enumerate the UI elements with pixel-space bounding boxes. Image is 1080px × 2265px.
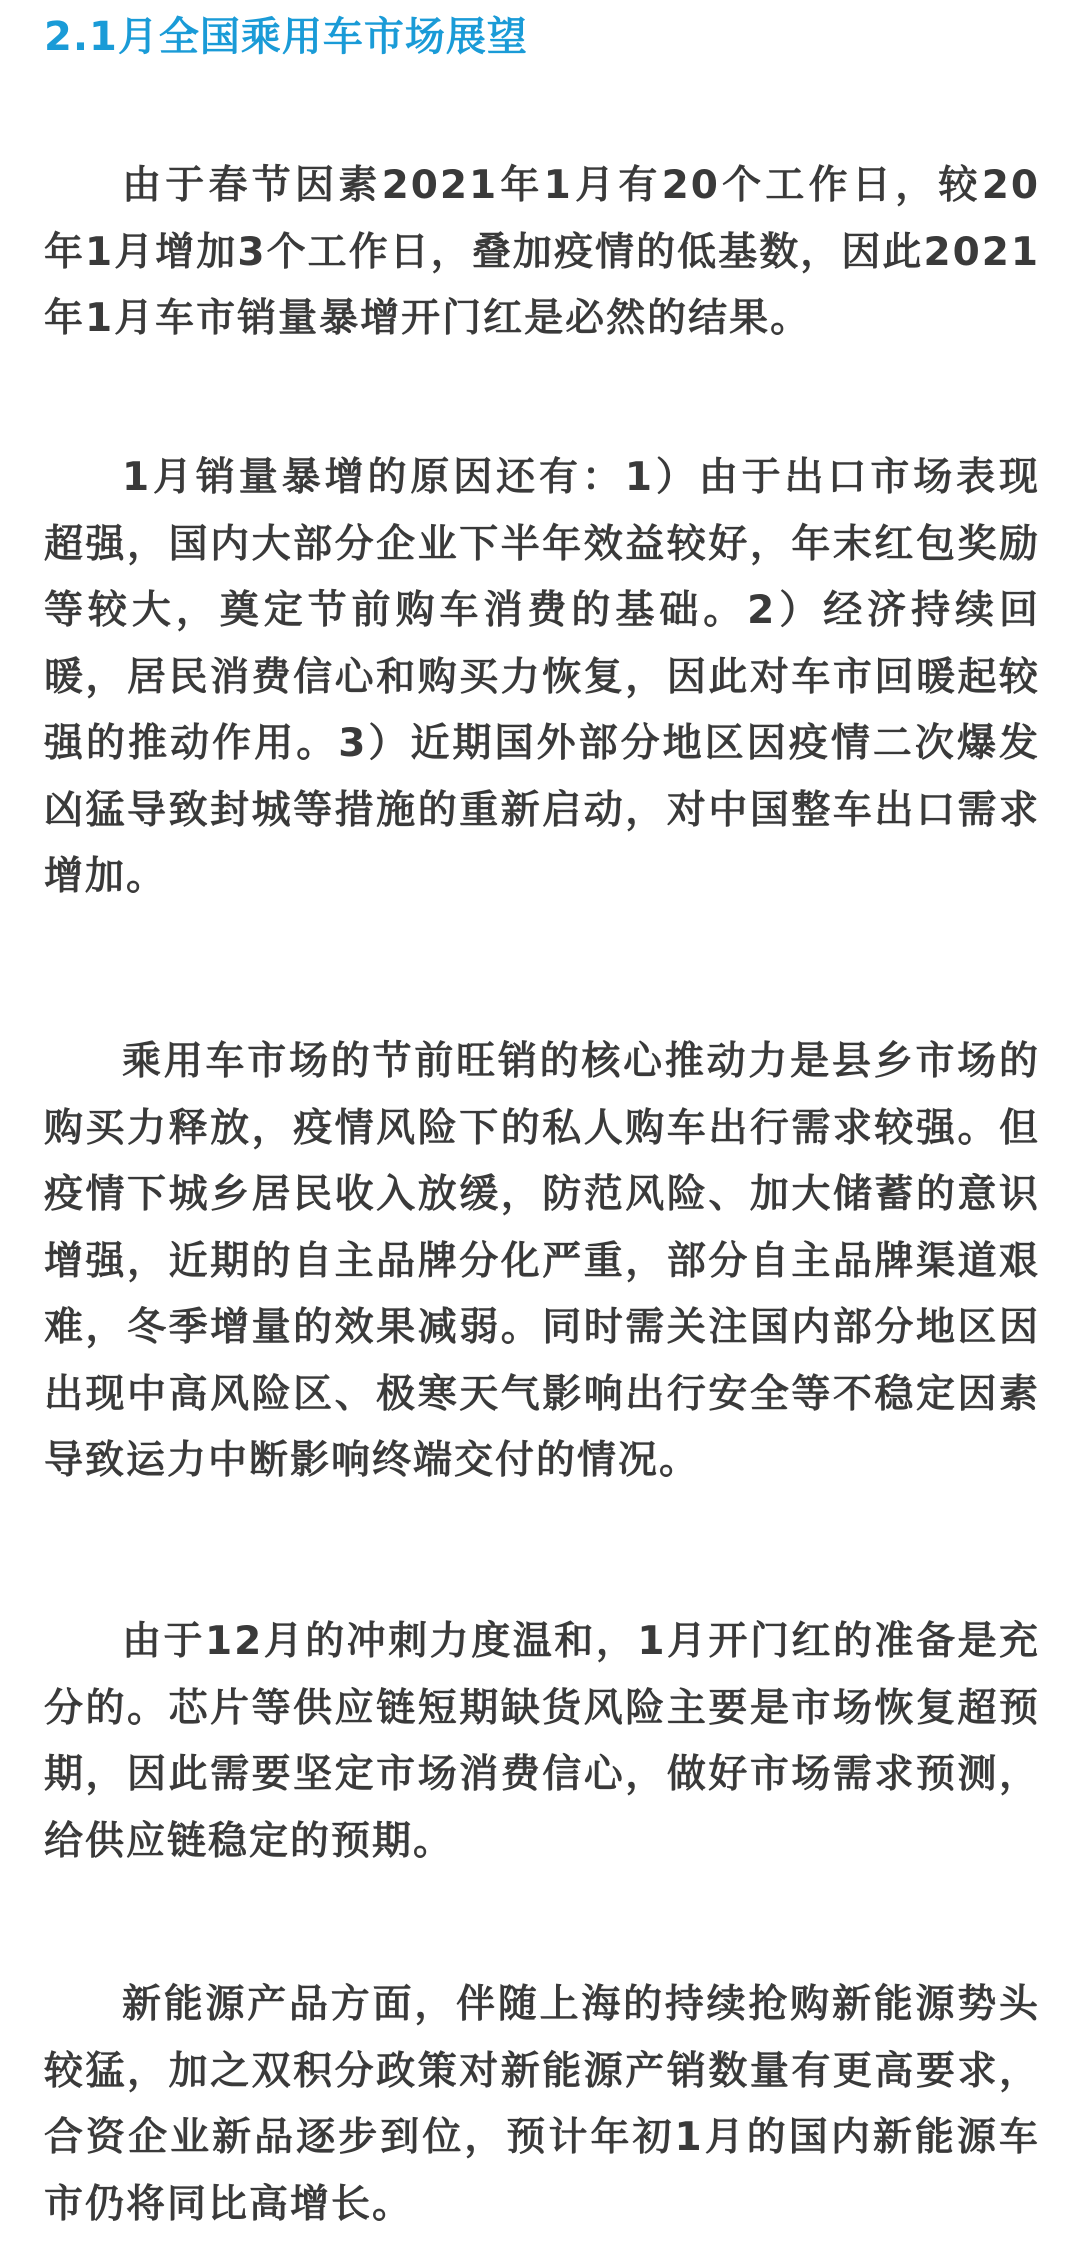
paragraph-new-energy: 新能源产品方面，伴随上海的持续抢购新能源势头较猛，加之双积分政策对新能源产销数量有更高要求，合资企业新品逐步到位，预计年初1月的国内新能源车市仍将同比高增长。 — [44, 1982, 1040, 2227]
section-title: 2.1月全国乘用车市场展望 — [44, 14, 528, 60]
paragraph-county-market: 乘用车市场的节前旺销的核心推动力是县乡市场的购买力释放，疫情风险下的私人购车出行需求较强。但疫情下城乡居民收入放缓，防范风险、加大储蓄的意识增强，近期的自主品牌分化严重，部分自主品牌渠道艰难，冬季增量的效果减弱。同时需关注国内部分地区因出现中高风险区、极寒天气影响出行安全等不稳定因素导致运力中断影响终端交付的情况。 — [44, 1039, 1040, 1483]
paragraph-sales-surge-reasons: 1月销量暴增的原因还有：1）由于出口市场表现超强，国内大部分企业下半年效益较好，年末红包奖励等较大，奠定节前购车消费的基础。2）经济持续回暖，居民消费信心和购买力恢复，因此对车市回暖起较强的推动作用。3）近期国外部分地区因疫情二次爆发凶猛导致封城等措施的重新启动，对中国整车出口需求增加。 — [44, 455, 1040, 899]
paragraph-working-days: 由于春节因素2021年1月有20个工作日，较20年1月增加3个工作日，叠加疫情的低基数，因此2021年1月车市销量暴增开门红是必然的结果。 — [44, 163, 1040, 341]
paragraph-supply-chain: 由于12月的冲刺力度温和，1月开门红的准备是充分的。芯片等供应链短期缺货风险主要是市场恢复超预期，因此需要坚定市场消费信心，做好市场需求预测，给供应链稳定的预期。 — [44, 1619, 1040, 1864]
